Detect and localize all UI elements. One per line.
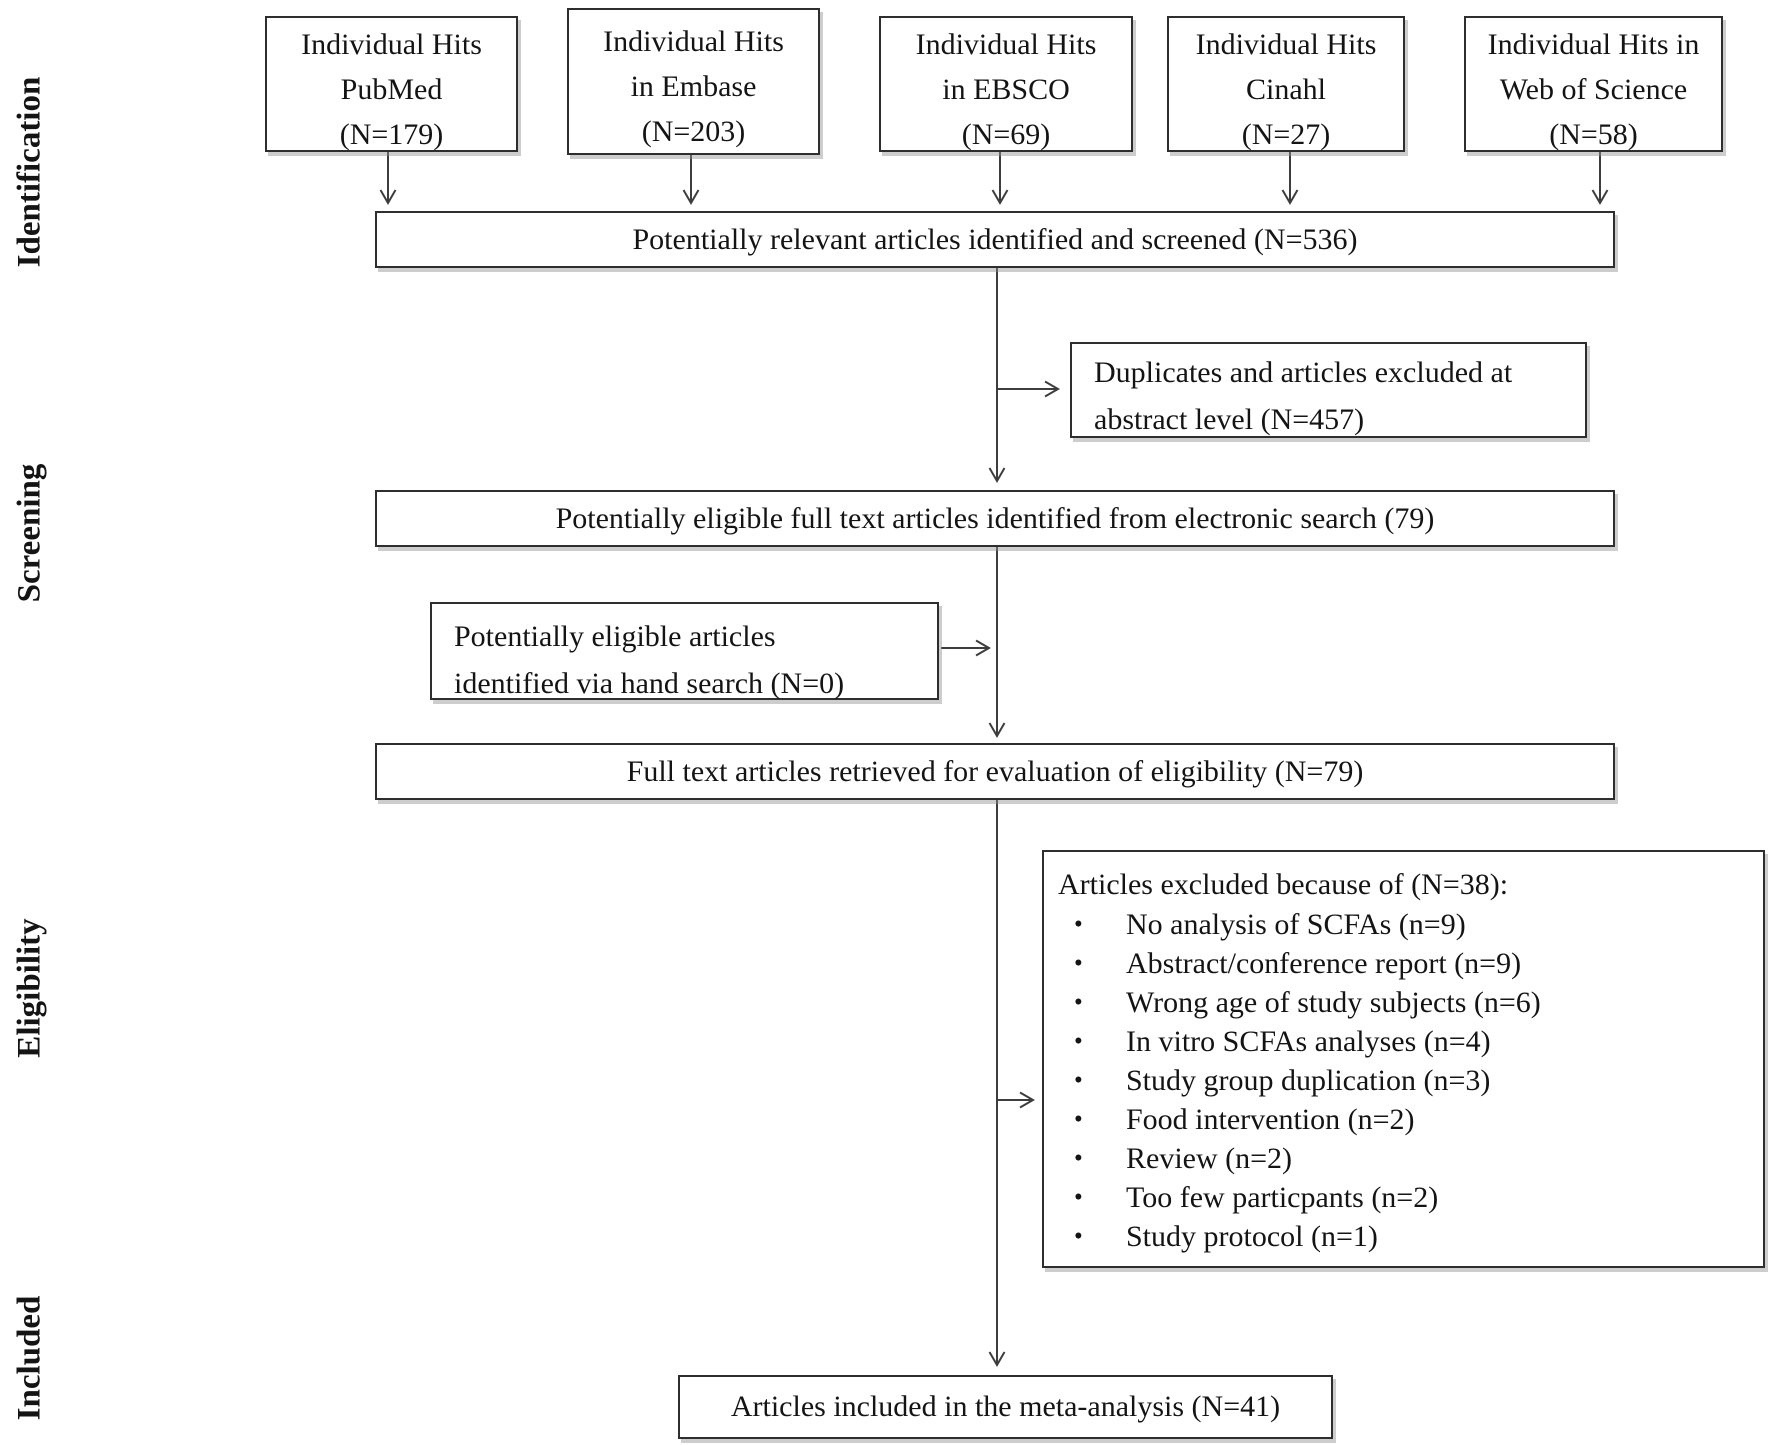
exclusion-reason-item: [1058, 983, 1749, 1022]
bullet-icon: •: [1074, 1145, 1083, 1172]
source-box-line: Individual Hits in: [1487, 28, 1700, 61]
bullet-icon: •: [1074, 1028, 1083, 1055]
bullet-icon: •: [1074, 989, 1083, 1016]
bullet-icon: •: [1074, 911, 1083, 938]
duplicates-excluded-box: [1070, 342, 1587, 438]
screened-box-text: Potentially relevant articles identified and screened (N=536): [632, 222, 1358, 256]
source-box-count: (N=58): [1549, 118, 1638, 151]
exclusion-reason-text: Too few particpants (n=2): [1126, 1181, 1439, 1214]
source-box-ebsco: [879, 16, 1133, 152]
bullet-icon: •: [1074, 1184, 1083, 1211]
exclusion-reason-item: [1058, 1022, 1749, 1061]
screened-box: [375, 211, 1615, 268]
full-text-box: [375, 743, 1615, 800]
stage-label-included: Included: [11, 1295, 48, 1421]
eligible-box: [375, 490, 1615, 547]
source-box-pubmed: [265, 16, 518, 152]
exclusion-reason-text: Wrong age of study subjects (n=6): [1126, 986, 1541, 1019]
source-box-line: PubMed: [340, 73, 443, 106]
exclusion-reason-item: [1058, 944, 1749, 983]
excluded-box-title: Articles excluded because of (N=38):: [1058, 868, 1509, 901]
source-box-cinahl: [1167, 16, 1405, 152]
exclusion-reason-item: [1058, 1139, 1749, 1178]
source-box-count: (N=179): [339, 118, 444, 151]
exclusion-reason-text: No analysis of SCFAs (n=9): [1126, 908, 1466, 941]
stage-label-identification: Identification: [11, 76, 48, 268]
exclusion-reason-item: [1058, 1061, 1749, 1100]
source-box-line: in EBSCO: [942, 73, 1070, 106]
eligible-box-text: Potentially eligible full text articles identified from electronic search (79): [555, 501, 1435, 535]
exclusion-reason-item: [1058, 905, 1749, 944]
source-box-line: Individual Hits: [1195, 28, 1377, 61]
hand-search-line: Potentially eligible articles: [454, 620, 776, 653]
included-box: [678, 1375, 1333, 1439]
stage-label-eligibility: Eligibility: [11, 918, 48, 1058]
hand-search-line: identified via hand search (N=0): [454, 667, 845, 700]
full-text-box-text: Full text articles retrieved for evaluation of eligibility (N=79): [626, 754, 1364, 788]
source-box-embase: [567, 8, 820, 155]
exclusion-reason-text: Food intervention (n=2): [1126, 1103, 1415, 1136]
duplicates-line: abstract level (N=457): [1094, 403, 1365, 436]
source-box-count: (N=27): [1241, 118, 1331, 151]
exclusion-reason-text: Study protocol (n=1): [1126, 1220, 1378, 1253]
source-box-line: Individual Hits: [915, 28, 1097, 61]
bullet-icon: •: [1074, 950, 1083, 977]
bullet-icon: •: [1074, 1067, 1083, 1094]
source-box-line: Cinahl: [1246, 73, 1326, 106]
bullet-icon: •: [1074, 1106, 1083, 1133]
exclusion-reason-text: Abstract/conference report (n=9): [1126, 947, 1522, 980]
source-box-count: (N=203): [641, 115, 746, 148]
bullet-icon: •: [1074, 1223, 1083, 1250]
source-box-web-of-science: [1464, 16, 1723, 152]
excluded-box: [1042, 850, 1765, 1268]
exclusion-reason-text: In vitro SCFAs analyses (n=4): [1126, 1025, 1491, 1058]
hand-search-box: [430, 602, 939, 700]
stage-label-screening: Screening: [11, 463, 48, 603]
included-box-text: Articles included in the meta-analysis (N=41): [730, 1390, 1281, 1423]
duplicates-line: Duplicates and articles excluded at: [1094, 356, 1513, 389]
source-box-line: in Embase: [630, 70, 757, 103]
exclusion-reason-item: [1058, 1217, 1749, 1256]
exclusion-reason-text: Review (n=2): [1126, 1142, 1293, 1175]
source-box-line: Individual Hits: [603, 25, 784, 58]
exclusion-reason-text: Study group duplication (n=3): [1126, 1064, 1491, 1097]
source-box-count: (N=69): [961, 118, 1051, 151]
source-box-line: Web of Science: [1499, 73, 1688, 106]
source-box-line: Individual Hits: [301, 28, 482, 61]
exclusion-reason-item: [1058, 1178, 1749, 1217]
exclusion-reason-item: [1058, 1100, 1749, 1139]
exclusion-reason-list: [1058, 905, 1749, 1256]
